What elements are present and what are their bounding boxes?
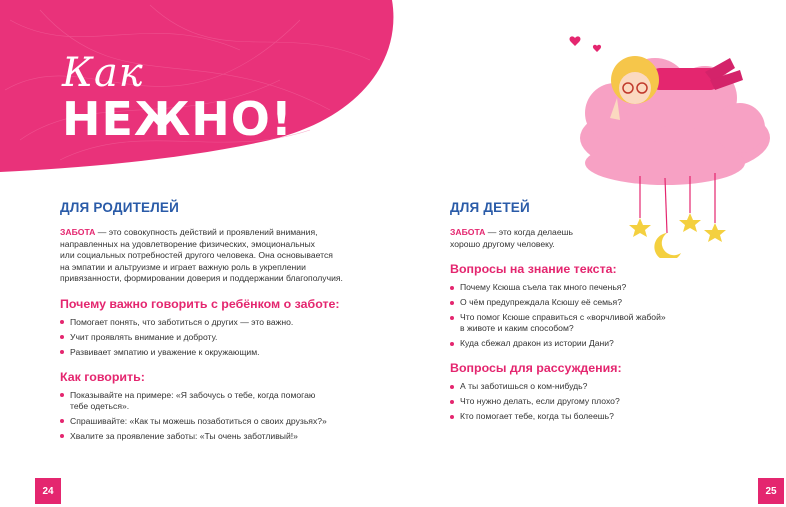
list-item: Развивает эмпатию и уважение к окружающим. [60,347,380,358]
reasoning-heading: Вопросы для рассуждения: [450,361,622,375]
why-list [60,317,380,358]
kids-section [450,200,730,426]
page-number-left: 24 [35,478,61,504]
list-item: Учит проявлять внимание и доброту. [60,332,380,343]
how-list [60,390,380,442]
list-item: О чём предупреждала Ксюшу её семья? [450,297,730,308]
list-item: Показывайте на примере: «Я забочусь о тебе, когда помогаю тебе одеться». [60,390,380,412]
term: ЗАБОТА [60,227,96,237]
knowledge-heading: Вопросы на знание текста: [450,262,617,276]
term: ЗАБОТА [450,227,486,237]
list-item: Кто помогает тебе, когда ты болеешь? [450,411,730,422]
title-line-2: НЕЖНО! [62,92,293,146]
knowledge-list [450,282,730,349]
page-number-right: 25 [758,478,784,504]
header-banner [0,0,400,175]
list-item: Что помог Ксюше справиться с «ворчливой жабой» в животе и каким способом? [450,312,730,334]
heart-icon [570,36,602,52]
list-item: Хвалите за проявление заботы: «Ты очень заботливый!» [60,431,380,442]
parents-definition: ЗАБОТА — это совокупность действий и проявлений внимания, направленных на удовлетворение физических, эмоциональных или социальных потребностей другого человека. Она основывается на эмпатии и альтруизме и играет важную роль в укреплении привязанности, формировании доверия и поддержании благополучия. [60,227,343,283]
list-item: Куда сбежал дракон из истории Дани? [450,338,730,349]
title-line-1: Как [62,50,144,96]
kids-definition: ЗАБОТА — это когда делаешь хорошо другому человеку. [450,227,573,249]
how-heading: Как говорить: [60,369,145,384]
list-item: Помогает понять, что заботиться о других — это важно. [60,317,380,328]
list-item: Что нужно делать, если другому плохо? [450,396,730,407]
parents-heading: ДЛЯ РОДИТЕЛЕЙ [60,200,180,215]
why-heading: Почему важно говорить с ребёнком о заботе: [60,296,340,311]
parents-section [60,200,380,446]
reasoning-list [450,381,730,422]
kids-heading: ДЛЯ ДЕТЕЙ [450,200,530,215]
list-item: Спрашивайте: «Как ты можешь позаботиться о своих друзьях?» [60,416,380,427]
list-item: А ты заботишься о ком-нибудь? [450,381,730,392]
list-item: Почему Ксюша съела так много печенья? [450,282,730,293]
